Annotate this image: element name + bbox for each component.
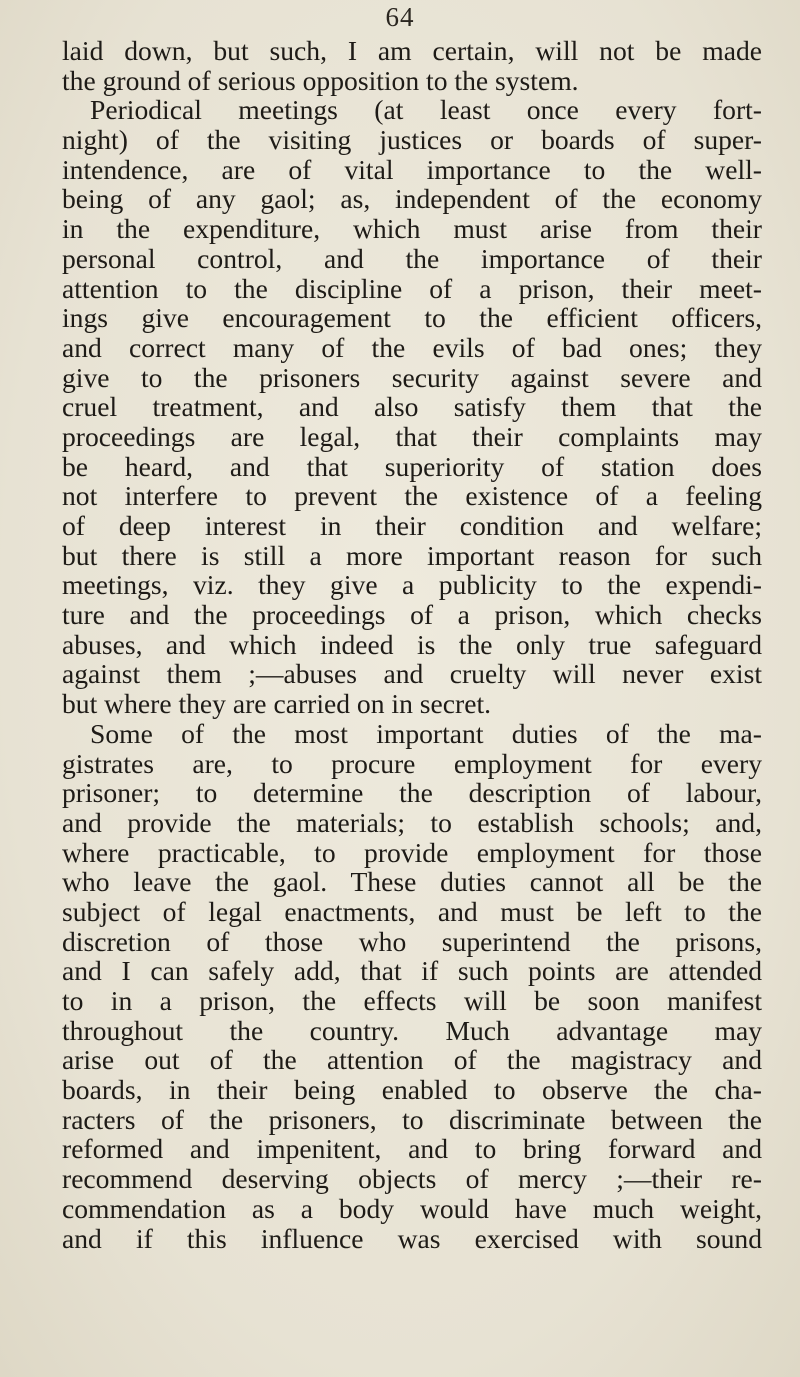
text-line: and provide the materials; to establish schools; and, xyxy=(62,806,762,838)
text-line: subject of legal enactments, and must be left to the xyxy=(62,895,762,927)
text-line: not interfere to prevent the existence of a feeling xyxy=(62,480,762,512)
text-line: commendation as a body would have much weight, xyxy=(62,1192,762,1224)
text-line: where practicable, to provide employment for those xyxy=(62,836,762,868)
page-number: 64 xyxy=(385,2,415,32)
text-line: personal control, and the importance of their xyxy=(62,242,762,274)
text-line: intendence, are of vital importance to the well- xyxy=(62,153,762,185)
text-line: throughout the country. Much advantage may xyxy=(62,1014,762,1046)
text-line: discretion of those who superintend the prisons, xyxy=(62,925,762,957)
text-line: Some of the most important duties of the ma- xyxy=(90,717,762,749)
text-line: cruel treatment, and also satisfy them that the xyxy=(62,391,762,423)
text-line: ings give encouragement to the efficient officers, xyxy=(62,302,762,334)
text-line: prisoner; to determine the description of labour, xyxy=(62,777,762,809)
text-line: boards, in their being enabled to observe the cha- xyxy=(62,1074,762,1106)
text-line: reformed and impenitent, and to bring forward and xyxy=(62,1133,762,1165)
body-text xyxy=(62,36,762,1253)
text-line: and if this influence was exercised with sound xyxy=(62,1222,762,1254)
text-line: arise out of the attention of the magistracy and xyxy=(62,1044,762,1076)
text-line: night) of the visiting justices or boards of super- xyxy=(62,124,762,156)
text-line: in the expenditure, which must arise from their xyxy=(62,213,762,245)
text-line: ture and the proceedings of a prison, which checks xyxy=(62,599,762,631)
text-line: being of any gaol; as, independent of the economy xyxy=(62,183,762,215)
text-line: attention to the discipline of a prison, their meet- xyxy=(62,272,762,304)
text-line: meetings, viz. they give a publicity to the expendi- xyxy=(62,569,762,601)
text-line: and I can safely add, that if such points are attended xyxy=(62,955,762,987)
text-line: racters of the prisoners, to discriminate between the xyxy=(62,1103,762,1135)
text-line: give to the prisoners security against severe and xyxy=(62,361,762,393)
text-line: the ground of serious opposition to the system. xyxy=(62,64,579,96)
text-line: and correct many of the evils of bad ones; they xyxy=(62,331,762,363)
text-line: recommend deserving objects of mercy ;—their re- xyxy=(62,1163,762,1195)
text-line: but there is still a more important reason for such xyxy=(62,539,762,571)
text-line: to in a prison, the effects will be soon manifest xyxy=(62,985,762,1016)
text-line: abuses, and which indeed is the only true safeguard xyxy=(62,628,762,660)
text-line: but where they are carried on in secret. xyxy=(62,688,492,720)
text-line: against them ;—abuses and cruelty will never exist xyxy=(62,658,762,690)
text-line: of deep interest in their condition and welfare; xyxy=(62,510,762,541)
text-line: be heard, and that superiority of station does xyxy=(62,450,762,482)
text-line: laid down, but such, I am certain, will not be made xyxy=(62,35,762,66)
text-line: proceedings are legal, that their complaints may xyxy=(62,420,762,452)
text-line: gistrates are, to procure employment for every xyxy=(62,747,762,779)
text-line: who leave the gaol. These duties cannot all be the xyxy=(62,866,762,898)
text-line: Periodical meetings (at least once every fort- xyxy=(90,94,762,126)
